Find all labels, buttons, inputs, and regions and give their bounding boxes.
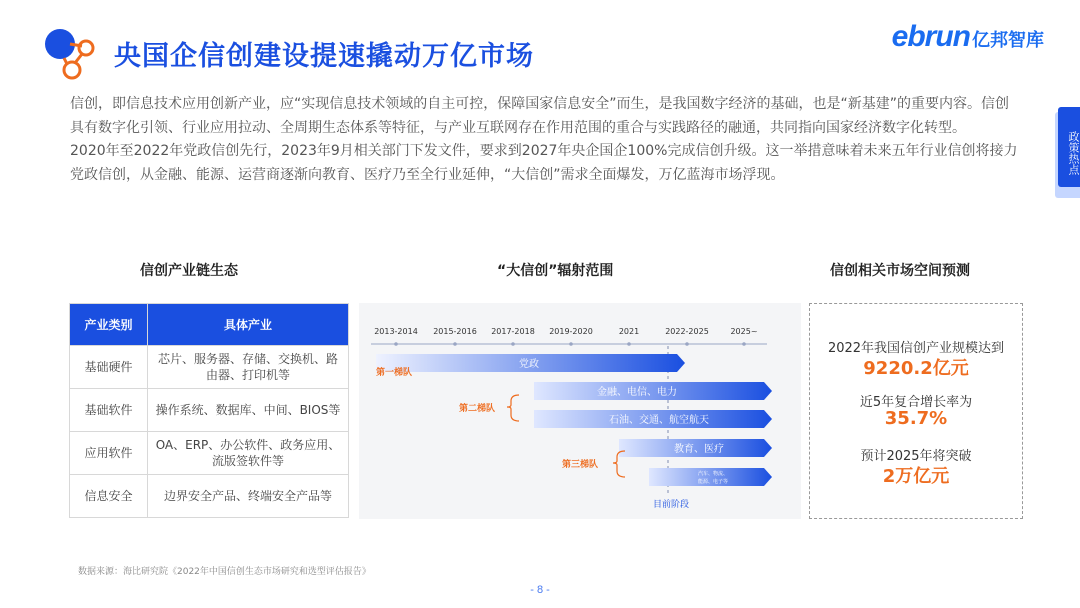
table-cell-category: 基础硬件 xyxy=(70,346,148,389)
ecosystem-title: 信创产业链生态 xyxy=(140,263,238,279)
bar-label: 金融、电信、电力 xyxy=(597,387,677,398)
radiation-diagram xyxy=(359,303,801,519)
forecast-title: 信创相关市场空间预测 xyxy=(830,263,970,279)
table-cell-items: 操作系统、数据库、中间、BIOS等 xyxy=(148,389,349,432)
page-title: 央国企信创建设提速撬动万亿市场 xyxy=(114,41,534,72)
table-row xyxy=(70,346,349,389)
side-tab-policy[interactable]: 政策热点 xyxy=(1058,107,1080,187)
period-label: 2021 xyxy=(618,327,640,336)
forecast-value: 35.7% xyxy=(884,408,948,429)
period-label: 2022-2025 xyxy=(665,327,709,336)
brand-logo-en: ebrun xyxy=(891,20,970,53)
forecast-label: 2022年我国信创产业规模达到 xyxy=(827,341,1005,356)
table-cell-items: 芯片、服务器、存储、交换机、路由器、打印机等 xyxy=(148,346,349,389)
table-row xyxy=(70,389,349,432)
forecast-value: 9220.2亿元 xyxy=(863,358,969,379)
page-number: - 8 - xyxy=(530,584,550,596)
brand-logo-cn: 亿邦智库 xyxy=(972,30,1044,51)
table-cell-category: 基础软件 xyxy=(70,389,148,432)
table-header-industry: 具体产业 xyxy=(148,304,349,346)
table-cell-items: OA、ERP、办公软件、政务应用、流版签软件等 xyxy=(148,432,349,475)
tier-label-third: 第三梯队 xyxy=(562,460,599,470)
forecast-box xyxy=(809,303,1023,519)
current-stage-label: 目前阶段 xyxy=(652,500,690,510)
period-label: 2015-2016 xyxy=(433,327,477,336)
radiation-svg xyxy=(359,303,801,519)
period-label: 2019-2020 xyxy=(549,327,593,336)
table-row xyxy=(70,475,349,518)
period-label: 2025~ xyxy=(730,327,758,336)
data-source: 数据来源：海比研究院《2022年中国信创生态市场研究和选型评估报告》 xyxy=(78,567,371,577)
radiation-title: “大信创”辐射范围 xyxy=(497,263,614,279)
bar-label: 石油、交通、航空航天 xyxy=(609,415,709,426)
logo-mark-icon xyxy=(42,26,102,82)
forecast-label: 预计2025年将突破 xyxy=(860,449,972,464)
bar-label-small: 汽车、物流、 xyxy=(697,471,729,477)
table-row xyxy=(70,432,349,475)
bar-label-small: 能源、电子等 xyxy=(697,479,729,485)
intro-text xyxy=(70,93,1020,187)
forecast-value: 2万亿元 xyxy=(882,466,950,487)
tier-brace-second xyxy=(507,395,519,421)
intro-paragraph-1: 信创，即信息技术应用创新产业，应“实现信息技术领域的自主可控，保障国家信息安全”而生，是我国数字经济的基础，也是“新基建”的重要内容。信创具有数字化引领、行业应用拉动、全周期生态体系等特征，与产业互联网存在作用范围的重合与实践路径的融通，共同指向国家经济数字化转型。 xyxy=(70,96,1010,136)
tier-label-first: 第一梯队 xyxy=(376,368,413,378)
intro-paragraph-2: 2020年至2022年党政信创先行，2023年9月相关部门下发文件，要求到2027年央企国企100%完成信创升级。这一举措意味着未来五年行业信创将接力党政信创，从金融、能源、运营商逐渐向教育、医疗乃至全行业延伸，“大信创”需求全面爆发，万亿蓝海市场浮现。 xyxy=(70,143,1018,183)
forecast-label: 近5年复合增长率为 xyxy=(859,395,973,410)
table-cell-category: 信息安全 xyxy=(70,475,148,518)
period-label: 2017-2018 xyxy=(491,327,535,336)
period-label: 2013-2014 xyxy=(374,327,418,336)
table-header-category: 产业类别 xyxy=(70,304,148,346)
table-cell-items: 边界安全产品、终端安全产品等 xyxy=(148,475,349,518)
table-cell-category: 应用软件 xyxy=(70,432,148,475)
tier-label-second: 第二梯队 xyxy=(459,404,496,414)
bar-label: 党政 xyxy=(519,359,539,370)
bar-label: 教育、医疗 xyxy=(674,444,724,455)
ecosystem-table xyxy=(69,303,349,518)
brand-logo xyxy=(892,20,1044,54)
